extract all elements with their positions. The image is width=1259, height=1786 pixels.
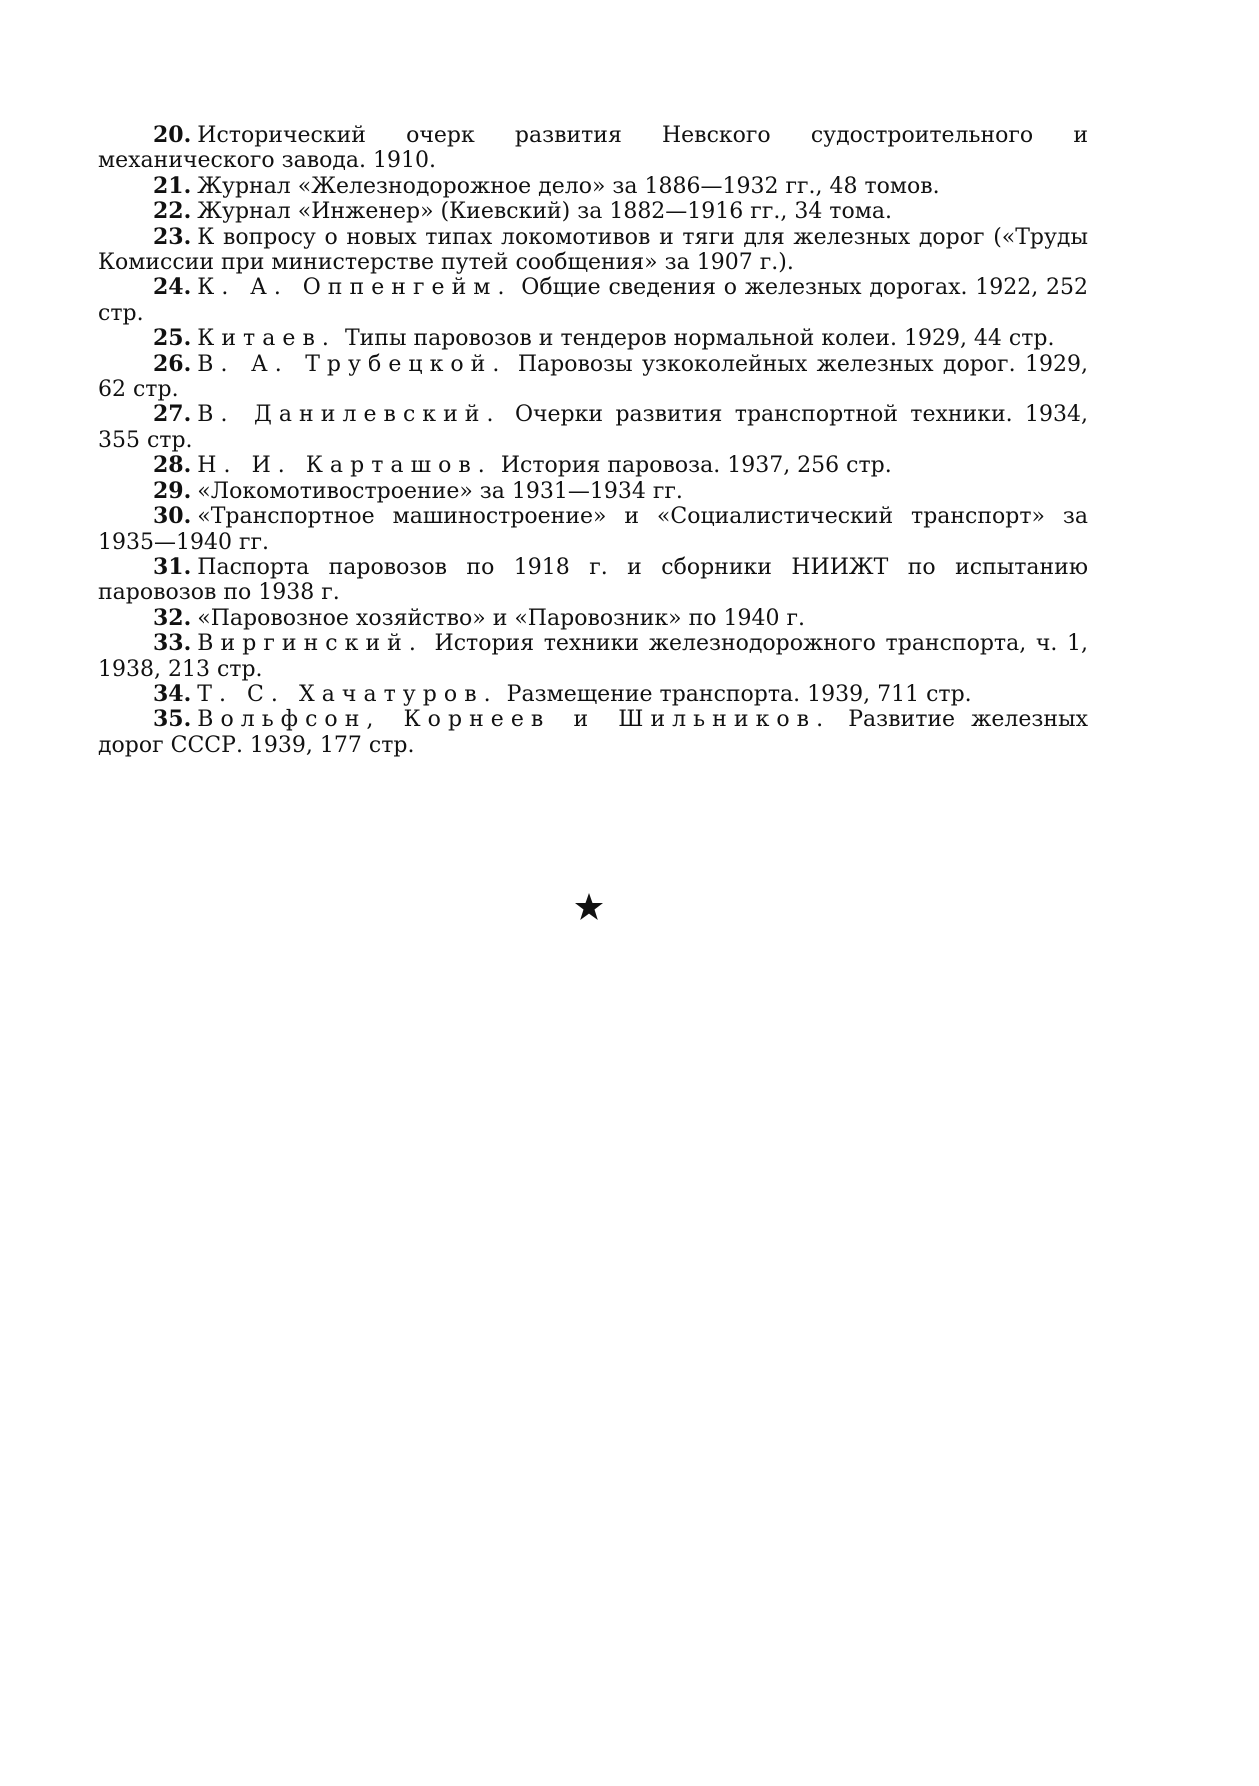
- entry-text: «Транспортное машиностроение» и «Социалистический транспорт» за 1935—1940 гг.: [98, 504, 1088, 555]
- entry-number: 24.: [153, 274, 192, 301]
- entry-text: Паровозы узкоколейных железных дорог. 1929, 62 стр.: [98, 351, 1088, 403]
- entry-author: Н. И. Карташов.: [197, 453, 492, 479]
- entry-number: 25.: [153, 325, 192, 352]
- entry-number: 29.: [153, 477, 192, 504]
- star-icon: [574, 892, 604, 922]
- bibliography-entry: [98, 275, 1088, 326]
- entry-text: История техники железнодорожного транспорта, ч. 1, 1938, 213 стр.: [98, 631, 1089, 682]
- entry-text: Общие сведения о железных дорогах. 1922, 252 стр.: [98, 275, 1089, 326]
- entry-author: В. Данилевский.: [197, 402, 501, 428]
- entry-number: 21.: [153, 172, 192, 199]
- entry-number: 27.: [153, 401, 192, 428]
- entry-text: Паспорта паровозов по 1918 г. и сборники НИИЖТ по испытанию паровозов по 1938 г.: [98, 554, 1088, 606]
- bibliography-entry: [98, 631, 1088, 682]
- bibliography-entry: [98, 707, 1088, 758]
- bibliography-entry: [98, 123, 1088, 174]
- entry-text: Очерки развития транспортной техники. 1934, 355 стр.: [98, 402, 1088, 453]
- entry-author: Т. С. Хачатуров.: [197, 681, 498, 707]
- entry-author: К. А. Оппенгейм.: [197, 275, 512, 301]
- entry-number: 26.: [153, 350, 192, 377]
- entry-number: 34.: [153, 680, 192, 707]
- bibliography-entry: [98, 504, 1088, 555]
- bibliography-entry: [98, 199, 1088, 224]
- bibliography-entry: [98, 225, 1088, 276]
- bibliography-entry: [98, 453, 1088, 478]
- entry-number: 20.: [153, 122, 192, 148]
- entry-number: 33.: [153, 630, 192, 657]
- entry-number: 32.: [153, 604, 192, 631]
- entry-text: Типы паровозов и тендеров нормальной колеи. 1929, 44 стр.: [344, 326, 1055, 352]
- bibliography-entry: [98, 606, 1088, 631]
- entry-number: 22.: [153, 198, 192, 225]
- entry-author: Вольфсон, Корнеев и Шильников.: [197, 707, 831, 733]
- bibliography-entry: [98, 174, 1088, 199]
- entry-number: 31.: [153, 553, 192, 580]
- entry-text: «Паровозное хозяйство» и «Паровозник» по 1940 г.: [197, 605, 805, 631]
- entry-author: Виргинский.: [197, 631, 423, 657]
- entry-text: Развитие железных дорог СССР. 1939, 177 стр.: [98, 707, 1088, 758]
- bibliography-entry: [98, 682, 1088, 707]
- entry-text: Размещение транспорта. 1939, 711 стр.: [506, 681, 972, 707]
- entry-number: 35.: [153, 706, 192, 733]
- entry-number: 23.: [153, 223, 192, 250]
- bibliography-list: [98, 123, 1088, 758]
- bibliography-entry: [98, 555, 1088, 606]
- entry-author: В. А. Трубецкой.: [197, 351, 507, 377]
- entry-text: История паровоза. 1937, 256 стр.: [500, 453, 892, 479]
- bibliography-entry: [98, 326, 1088, 351]
- bibliography-entry: [98, 402, 1088, 453]
- entry-number: 30.: [153, 503, 192, 530]
- entry-author: Китаев.: [197, 326, 336, 352]
- entry-text: Журнал «Железнодорожное дело» за 1886—1932 гг., 48 томов.: [197, 173, 940, 199]
- entry-text: К вопросу о новых типах локомотивов и тяги для железных дорог («Труды Комиссии при министерстве путей сообщения» за 1907 г.).: [98, 224, 1088, 276]
- bibliography-entry: [98, 479, 1088, 504]
- entry-text: Исторический очерк развития Невского судостроительного и механического завода. 1910.: [98, 123, 1088, 174]
- entry-number: 28.: [153, 452, 192, 479]
- bibliography-entry: [98, 352, 1088, 403]
- entry-text: Журнал «Инженер» (Киевский) за 1882—1916 гг., 34 тома.: [197, 199, 892, 225]
- entry-text: «Локомотивостроение» за 1931—1934 гг.: [197, 478, 683, 504]
